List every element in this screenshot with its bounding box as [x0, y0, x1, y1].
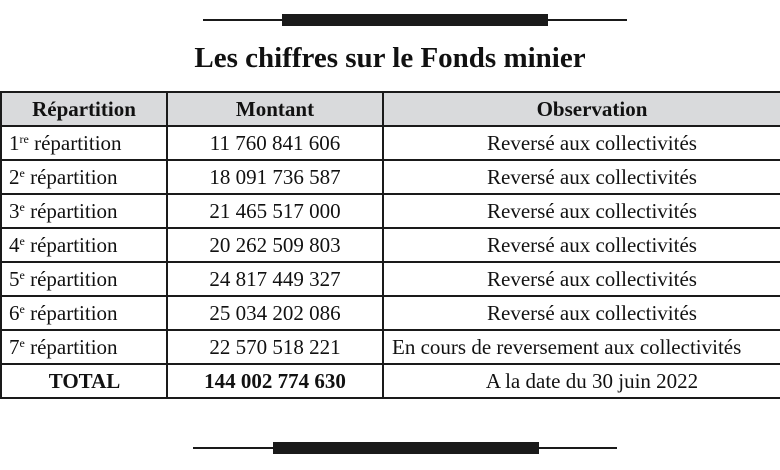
- amount-cell: 18 091 736 587: [167, 160, 383, 194]
- repartition-label: répartition: [24, 233, 118, 257]
- observation-cell: Reversé aux collectivités: [383, 262, 780, 296]
- fund-distribution-table: [0, 91, 780, 399]
- table-row: [1, 160, 780, 194]
- amount-cell: 24 817 449 327: [167, 262, 383, 296]
- observation-cell: En cours de reversement aux collectivités: [383, 330, 780, 364]
- total-row: [1, 364, 780, 398]
- ordinal-number: 1: [9, 131, 20, 155]
- ordinal-number: 2: [9, 165, 20, 189]
- repartition-label: répartition: [24, 199, 118, 223]
- amount-cell: 22 570 518 221: [167, 330, 383, 364]
- header-montant: Montant: [167, 92, 383, 126]
- observation-cell: Reversé aux collectivités: [383, 228, 780, 262]
- amount-cell: 11 760 841 606: [167, 126, 383, 160]
- table-row: [1, 262, 780, 296]
- total-amount: 144 002 774 630: [167, 364, 383, 398]
- repartition-cell: [1, 160, 167, 194]
- ordinal-suffix: e: [19, 200, 25, 214]
- amount-cell: 25 034 202 086: [167, 296, 383, 330]
- thick-rule-bar: [282, 14, 548, 26]
- observation-cell: Reversé aux collectivités: [383, 160, 780, 194]
- repartition-cell: [1, 194, 167, 228]
- table-row: [1, 296, 780, 330]
- repartition-label: répartition: [24, 165, 118, 189]
- ordinal-number: 7: [9, 335, 20, 359]
- table-row: [1, 194, 780, 228]
- table-row: [1, 228, 780, 262]
- table-header-row: [1, 92, 780, 126]
- repartition-cell: [1, 228, 167, 262]
- repartition-cell: [1, 262, 167, 296]
- ordinal-suffix: e: [19, 166, 25, 180]
- table-row: [1, 330, 780, 364]
- repartition-label: répartition: [28, 131, 122, 155]
- repartition-label: répartition: [24, 267, 118, 291]
- amount-cell: 21 465 517 000: [167, 194, 383, 228]
- ordinal-suffix: e: [19, 336, 25, 350]
- header-observation: Observation: [383, 92, 780, 126]
- repartition-cell: [1, 126, 167, 160]
- table-row: [1, 126, 780, 160]
- ordinal-suffix: e: [19, 268, 25, 282]
- total-label: TOTAL: [1, 364, 167, 398]
- ordinal-number: 4: [9, 233, 20, 257]
- repartition-cell: [1, 296, 167, 330]
- ordinal-suffix: e: [19, 302, 25, 316]
- repartition-cell: [1, 330, 167, 364]
- bottom-decorative-rule: [0, 442, 780, 454]
- ordinal-number: 6: [9, 301, 20, 325]
- observation-cell: Reversé aux collectivités: [383, 296, 780, 330]
- page-title: Les chiffres sur le Fonds minier: [194, 42, 586, 74]
- repartition-label: répartition: [24, 335, 118, 359]
- amount-cell: 20 262 509 803: [167, 228, 383, 262]
- ordinal-number: 3: [9, 199, 20, 223]
- total-observation: A la date du 30 juin 2022: [383, 364, 780, 398]
- header-repartition: Répartition: [1, 92, 167, 126]
- repartition-label: répartition: [24, 301, 118, 325]
- observation-cell: Reversé aux collectivités: [383, 126, 780, 160]
- top-decorative-rule: [0, 14, 780, 26]
- ordinal-suffix: e: [19, 234, 25, 248]
- thick-rule-bar: [273, 442, 539, 454]
- observation-cell: Reversé aux collectivités: [383, 194, 780, 228]
- ordinal-number: 5: [9, 267, 20, 291]
- ordinal-suffix: re: [19, 132, 29, 146]
